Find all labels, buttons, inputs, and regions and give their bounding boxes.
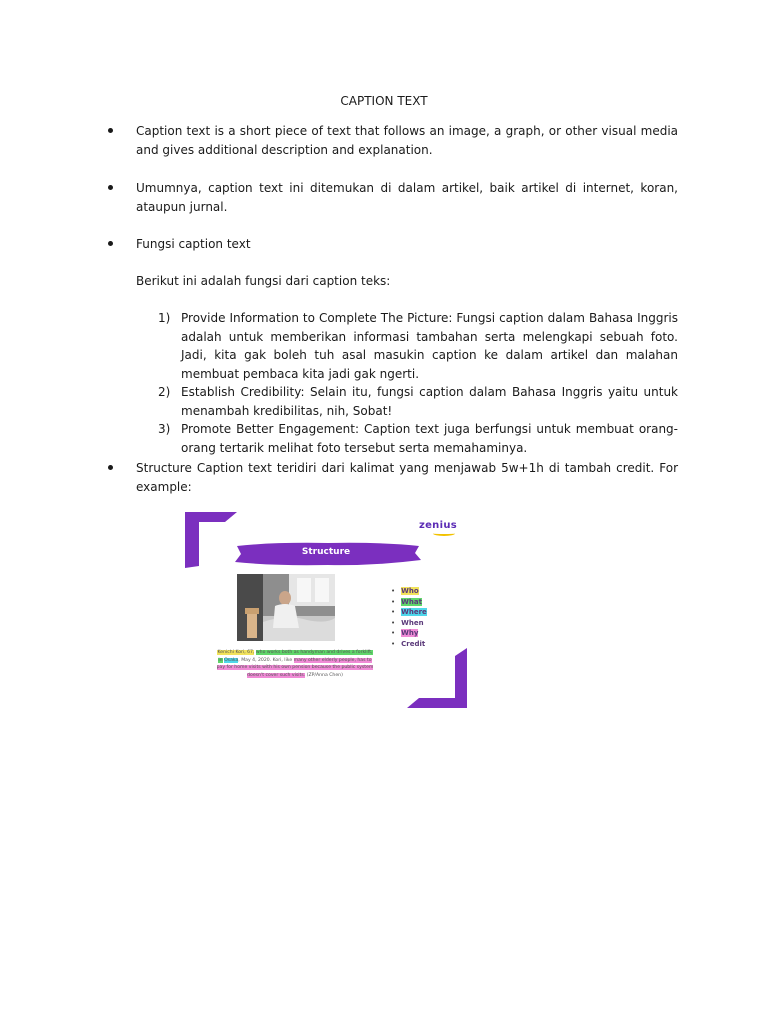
bullet-text: Structure Caption text teridiri dari kalimat yang menjawab 5w+1h di tambah credit. For example: xyxy=(136,461,678,494)
zenius-logo: zenius xyxy=(418,520,457,531)
caption-what: who works both as handyman and drives a forklift, in xyxy=(218,650,373,663)
list-number: 3) xyxy=(158,422,171,436)
caption-when: , May 4, 2020. Kori, like xyxy=(238,657,293,663)
list-text: Provide Information to Complete The Picture: Fungsi caption dalam Bahasa Inggris adalah untuk memberikan informasi tambahan serta melengkapi sebuah foto. Jadi, kita gak boleh tuh asal masukin caption ke dalam artikel dan malahan membuat pembaca kita jadi gak ngerti. xyxy=(181,311,678,381)
item-credit: Credit xyxy=(401,639,426,648)
list-number: 2) xyxy=(158,385,171,399)
list-item xyxy=(391,639,427,650)
item-what: What xyxy=(401,597,422,606)
list-item xyxy=(158,309,678,383)
item-where: Where xyxy=(401,608,427,617)
slide-banner-title: Structure xyxy=(301,547,351,557)
bullet-structure xyxy=(106,459,678,496)
bullet-location xyxy=(106,179,678,216)
list-text: Promote Better Engagement: Caption text juga berfungsi untuk membuat orang-orang tertarik melihat foto tersebut serta memahaminya. xyxy=(181,422,678,455)
structure-slide-image xyxy=(185,512,467,708)
functions-intro: Berikut ini adalah fungsi dari caption teks: xyxy=(136,274,391,288)
list-item xyxy=(158,383,678,420)
structure-list xyxy=(391,586,427,650)
list-text: Establish Credibility: Selain itu, fungsi caption dalam Bahasa Inggris yaitu untuk menambah kredibilitas, nih, Sobat! xyxy=(181,385,678,418)
list-item xyxy=(391,618,427,629)
bullet-dot xyxy=(108,185,113,190)
item-when: When xyxy=(401,618,424,627)
bullet-definition xyxy=(106,122,678,159)
caption-photo xyxy=(237,574,335,641)
bullet-text: Umumnya, caption text ini ditemukan di dalam artikel, baik artikel di internet, koran, ataupun jurnal. xyxy=(136,181,678,214)
logo-smile-icon xyxy=(433,531,455,536)
elderly-man-photo-icon xyxy=(237,574,335,641)
bullet-text: Caption text is a short piece of text that follows an image, a graph, or other visual media and gives additional description and explanation. xyxy=(136,124,678,157)
list-item xyxy=(391,586,427,597)
bullet-dot xyxy=(108,465,113,470)
sample-caption xyxy=(215,649,375,679)
bullet-text: Fungsi caption text xyxy=(136,237,251,251)
list-item xyxy=(391,628,427,639)
list-item xyxy=(158,420,678,457)
list-item xyxy=(391,597,427,608)
bullet-dot xyxy=(108,241,113,246)
corner-decoration-icon xyxy=(407,648,467,708)
item-who: Who xyxy=(401,587,419,595)
caption-where: Osaka xyxy=(224,657,239,663)
item-why: Why xyxy=(401,629,419,638)
document-title: CAPTION TEXT xyxy=(340,94,428,108)
caption-who: Kenichi Kori, 67, xyxy=(217,650,255,655)
functions-list xyxy=(158,309,678,457)
bullet-function xyxy=(106,235,678,254)
list-number: 1) xyxy=(158,311,171,325)
caption-credit: (ZP/Anna Chen) xyxy=(306,672,343,678)
bullet-dot xyxy=(108,128,113,133)
list-item xyxy=(391,607,427,618)
caption-why: many other elderly people, has to pay for home visits with his own pension because the public system doesn't cover such visits. xyxy=(216,657,374,678)
